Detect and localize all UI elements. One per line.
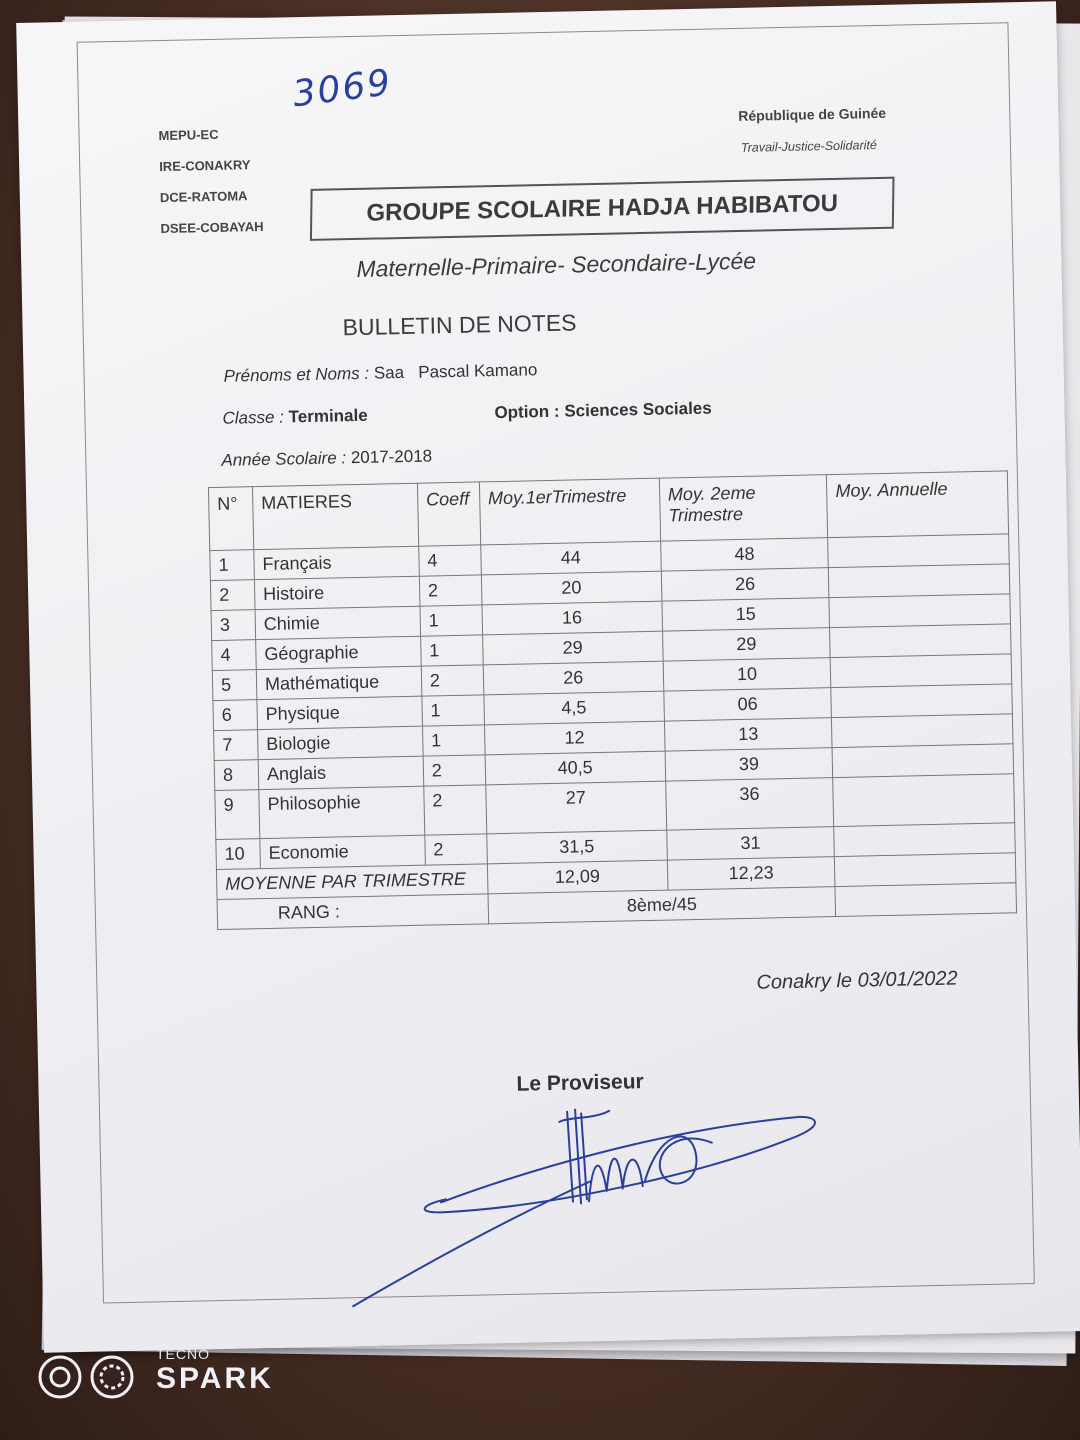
rank-value: 8ème/45: [488, 887, 836, 924]
cell-subject: Histoire: [254, 576, 419, 609]
cell-annual: [829, 564, 1010, 598]
cell-subject: Biologie: [258, 726, 423, 759]
cell-t1: 27: [486, 781, 667, 834]
document-title: BULLETIN DE NOTES: [342, 309, 577, 341]
cell-num: 10: [216, 839, 261, 870]
admin-line-2: IRE-CONAKRY: [159, 157, 251, 175]
school-name: GROUPE SCOLAIRE HADJA HABIBATOU: [366, 189, 839, 227]
camera-watermark: [38, 1346, 338, 1402]
average-t2: 12,23: [667, 857, 835, 891]
cell-coeff: 1: [420, 605, 483, 636]
cell-t2: 31: [666, 827, 834, 861]
admin-line-4: DSEE-COBAYAH: [160, 218, 264, 237]
cell-t1: 26: [483, 661, 663, 695]
cell-annual: [833, 774, 1015, 827]
date-line: Conakry le 03/01/2022: [756, 967, 958, 994]
cell-num: 1: [210, 550, 255, 581]
class-label: Classe :: [222, 407, 285, 428]
cell-subject: Physique: [257, 696, 422, 729]
admin-line-3: DCE-RATOMA: [159, 188, 248, 206]
cell-t2: 26: [661, 568, 829, 602]
cell-coeff: 1: [422, 725, 485, 756]
motto-label: Travail-Justice-Solidarité: [740, 138, 877, 155]
year-label: Année Scolaire :: [221, 448, 347, 470]
signature-title: Le Proviseur: [516, 1070, 644, 1096]
cell-t1: 16: [482, 601, 662, 635]
cell-annual: [828, 534, 1009, 568]
cell-subject: Economie: [260, 835, 425, 868]
grades-table: [208, 470, 1017, 930]
cell-annual: [830, 624, 1011, 658]
admin-line-1: MEPU-EC: [158, 126, 219, 144]
option-value: Sciences Sociales: [564, 398, 712, 421]
cell-t1: 12: [484, 721, 664, 755]
cell-num: 9: [215, 790, 260, 840]
republic-label: République de Guinée: [738, 104, 887, 124]
cell-t2: 15: [662, 598, 830, 632]
cell-coeff: 2: [424, 785, 487, 835]
header-t1: Moy.1erTrimestre: [479, 478, 660, 545]
cell-num: 6: [213, 700, 258, 731]
cell-subject: Français: [254, 546, 419, 579]
average-t1: 12,09: [487, 860, 667, 894]
class-value: Terminale: [288, 405, 368, 427]
cell-t1: 31,5: [487, 830, 667, 864]
cell-t2: 29: [662, 628, 830, 662]
name-label: Prénoms et Noms :: [223, 363, 370, 386]
cell-t1: 40,5: [485, 751, 665, 785]
header-t2-line2: Trimestre: [668, 503, 744, 526]
brand-name: SPARK: [156, 1362, 274, 1395]
brand-small: TECNO: [156, 1346, 210, 1362]
cell-t2: 36: [665, 778, 834, 831]
signature-icon: [319, 1086, 843, 1317]
cell-annual: [834, 823, 1015, 857]
cell-t2: 39: [665, 748, 833, 782]
header-annual: Moy. Annuelle: [827, 471, 1009, 538]
cell-num: 2: [210, 580, 255, 611]
cell-num: 8: [214, 760, 259, 791]
cell-num: 7: [214, 730, 259, 761]
cell-annual: [832, 714, 1013, 748]
header-coeff: Coeff: [417, 482, 480, 546]
cell-annual: [831, 684, 1012, 718]
average-label: MOYENNE PAR TRIMESTRE: [216, 864, 487, 900]
rank-label: RANG :: [217, 894, 488, 930]
header-t2: [659, 475, 828, 541]
cell-num: 5: [212, 670, 257, 701]
name-value: Saa Pascal Kamano: [373, 360, 538, 383]
cell-num: 3: [211, 610, 256, 641]
cell-t1: 20: [481, 571, 661, 605]
handwritten-number: 3069: [290, 62, 395, 116]
cell-coeff: 2: [425, 834, 488, 865]
cell-annual: [831, 654, 1012, 688]
cell-t1: 29: [482, 631, 662, 665]
cell-coeff: 2: [419, 575, 482, 606]
camera-logo-icon: [38, 1352, 148, 1402]
average-annual: [835, 853, 1016, 887]
rank-annual: [835, 883, 1016, 917]
cell-t2: 13: [664, 718, 832, 752]
cell-t1: 4,5: [484, 691, 664, 725]
school-levels: Maternelle-Primaire- Secondaire-Lycée: [356, 247, 757, 282]
year-value: 2017-2018: [350, 446, 433, 468]
header-subject: MATIERES: [252, 483, 418, 549]
cell-t1: 44: [481, 541, 661, 575]
option-label: Option :: [494, 401, 560, 423]
cell-subject: Géographie: [256, 636, 421, 669]
report-card-sheet: [16, 1, 1080, 1352]
header-t2-line1: Moy. 2eme: [667, 482, 756, 505]
cell-coeff: 4: [419, 545, 482, 576]
cell-t2: 10: [663, 658, 831, 692]
cell-t2: 06: [664, 688, 832, 722]
cell-subject: Mathématique: [256, 666, 421, 699]
class-line: [222, 406, 368, 429]
cell-coeff: 2: [421, 665, 484, 696]
cell-coeff: 1: [420, 635, 483, 666]
cell-subject: Chimie: [255, 606, 420, 639]
cell-subject: Philosophie: [259, 786, 425, 838]
cell-coeff: 1: [422, 695, 485, 726]
cell-annual: [829, 594, 1010, 628]
cell-coeff: 2: [423, 755, 486, 786]
cell-annual: [832, 744, 1013, 778]
header-num: N°: [208, 487, 253, 551]
cell-t2: 48: [660, 538, 828, 572]
cell-subject: Anglais: [258, 756, 423, 789]
cell-num: 4: [212, 640, 257, 671]
